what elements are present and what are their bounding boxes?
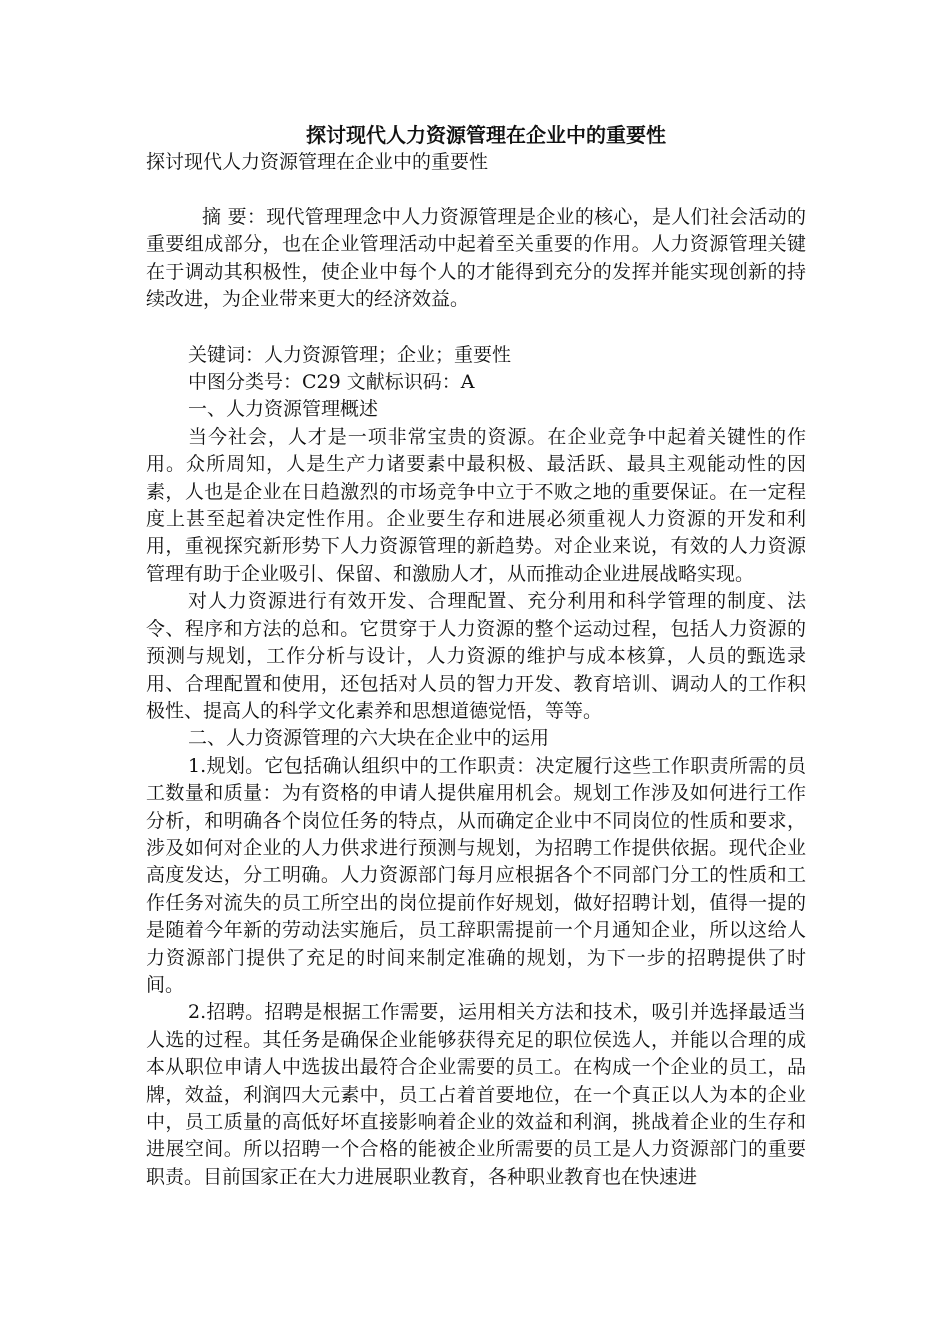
section-heading: 二、人力资源管理的六大块在企业中的运用 (188, 727, 550, 750)
keywords-line: 关键词：人力资源管理；企业；重要性 (188, 343, 512, 366)
blank-line (146, 176, 806, 204)
abstract-paragraph: 摘 要：现代管理理念中人力资源管理是企业的核心，是人们社会活动的重要组成部分，也在企业管理活动中起着至关重要的作用。人力资源管理关键在于调动其积极性，使企业中每个人的才能得到充分的发挥并能实现创新的持续改进，为企业带来更大的经济效益。 (146, 206, 806, 311)
body-paragraph: 1.规划。它包括确认组织中的工作职责：决定履行这些工作职责所需的员工数量和质量：为有资格的申请人提供雇用机会。规划工作涉及如何进行工作分析，和明确各个岗位任务的特点，从而确定企业中不同岗位的性质和要求，涉及如何对企业的人力供求进行预测与规划，为招聘工作提供依据。现代企业高度发达，分工明确。人力资源部门每月应根据各个不同部门分工的性质和工作任务对流失的员工所空出的岗位提前作好规划，做好招聘计划，值得一提的是随着今年新的劳动法实施后，员工辞职需提前一个月通知企业，所以这给人力资源部门提供了充足的时间来制定准确的规划，为下一步的招聘提供了时间。 (146, 754, 806, 996)
blank-line (146, 314, 806, 342)
classification-line: 中图分类号：C29 文献标识码：A (188, 371, 475, 394)
body-paragraph: 当今社会，人才是一项非常宝贵的资源。在企业竞争中起着关键性的作用。众所周知，人是生产力诸要素中最积极、最活跃、最具主观能动性的因素，人也是企业在日趋激烈的市场竞争中立于不败之地的重要保证。在一定程度上甚至起着决定性作用。企业要生存和进展必须重视人力资源的开发和利用，重视探究新形势下人力资源管理的新趋势。对企业来说，有效的人力资源管理有助于企业吸引、保留、和激励人才，从而推动企业进展战略实现。 (146, 425, 806, 585)
section-heading: 一、人力资源管理概述 (188, 398, 379, 421)
body-paragraph: 2.招聘。招聘是根据工作需要，运用相关方法和技术，吸引并选择最适当人选的过程。其任务是确保企业能够获得充足的职位侯选人，并能以合理的成本从职位申请人中选拔出最符合企业需要的员工。在构成一个企业的员工，品牌，效益，利润四大元素中，员工占着首要地位，在一个真正以人为本的企业中，员工质量的高低好坏直接影响着企业的效益和利润，挑战着企业的生存和进展空间。所以招聘一个合格的能被企业所需要的员工是人力资源部门的重要职责。目前国家正在大力进展职业教育，各种职业教育也在快速进 (146, 1001, 806, 1188)
document-subtitle: 探讨现代人力资源管理在企业中的重要性 (146, 151, 489, 173)
body-paragraph: 对人力资源进行有效开发、合理配置、充分利用和科学管理的制度、法令、程序和方法的总和。它贯穿于人力资源的整个运动过程，包括人力资源的预测与规划，工作分析与设计，人力资源的维护与成本核算，人员的甄选录用、合理配置和使用，还包括对人员的智力开发、教育培训、调动人的工作积极性、提高人的科学文化素养和思想道德觉悟，等等。 (146, 590, 806, 722)
document-page (146, 122, 806, 1191)
document-title: 探讨现代人力资源管理在企业中的重要性 (306, 123, 666, 147)
